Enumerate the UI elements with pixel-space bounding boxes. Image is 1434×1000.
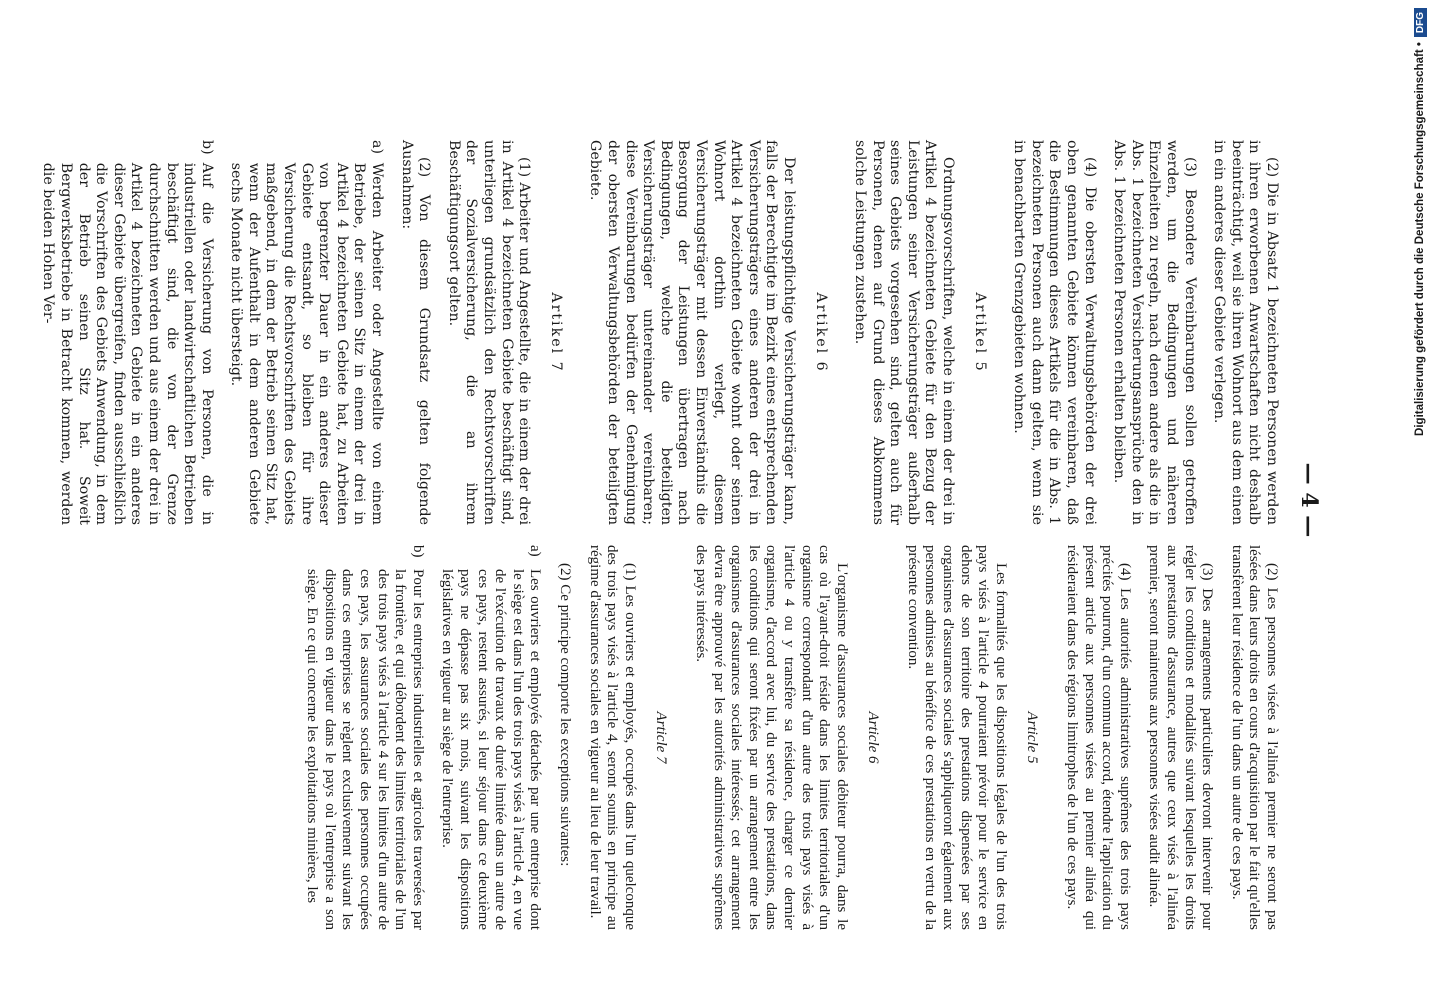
french-exception-b — [303, 545, 426, 930]
german-article7-para2: (2) Von diesem Grundsatz gelten folgende Ausnahmen: — [398, 140, 433, 525]
french-article5-heading: Article 5 — [1024, 711, 1041, 764]
german-exception-b — [39, 140, 215, 525]
german-article5-heading: Artikel 5 — [971, 292, 988, 373]
german-art4-para2: (2) Die in Absatz 1 bezeichneten Personen werden in ihren erworbenen Anwartschaften nicht deshalb beeinträchtigt, weil sie ihren Wohnort aus dem einen in ein anderes dieser Gebiete verlegen. — [1211, 140, 1280, 525]
french-column — [291, 545, 1280, 930]
french-exception-b-label: b) — [409, 545, 426, 558]
french-art4-para4: (4) Les autorités administratives suprêmes des trois pays précités pourront, d'un commun accord, étendre l'application du présent article aux personnes visées au premier alinéa qui résideraient dans des régions limitrophes de l'un de ces pays. — [1064, 545, 1133, 930]
dfg-notice-text: Digitalisierung gefördert durch die Deutsche Forschungsgemeinschaft • — [1414, 42, 1426, 436]
german-exception-a — [227, 140, 385, 525]
french-exception-a-text: Les ouvriers et employés détachés par une entreprise dont le siège est dans l'un des trois pays visés à l'article 4, en vue de l'exécution de travaux de durée limitée dans un autre de ces pays, restent assurés, si leur séjour dans ce deuxième pays ne dépasse pas six mois, suivant les dispositions législatives en vigueur au siège de l'entreprise. — [439, 569, 544, 930]
french-exception-a — [438, 545, 544, 930]
german-exception-a-label: a) — [369, 140, 386, 154]
french-article7-para2: (2) Ce principe comporte les exceptions suivantes: — [557, 563, 573, 867]
german-exception-a-text: Werden Arbeiter oder Angestellte von einem Betriebe, der seinen Sitz in einem der drei in Artikel 4 bezeichneten Gebiete hat, zu Arbeiten von begrenzter Dauer in ein anderes dieser Gebiete entsandt, so bleiben für ihre Versicherung die Rechtsvorschriften des Gebiets maßgebend, in dem der Betrieb seinen Sitz hat, wenn der Aufenthalt in dem anderen Gebiete sechs Monate nicht übersteigt. — [228, 162, 386, 525]
french-exception-b-text: Pour les entreprises industrielles et agricoles traversées par la frontière, et qui débordent des limites territoriales de l'un des trois pays visés à l'article 4 sur les limites d'un autre de ces pays, les assurances sociales des personnes occupées dans ces entreprises se règlent exclusivement suivant les dispositions en vigueur dans le pays où l'entreprise a son siège. En ce qui concerne les exploitations minières, les — [304, 569, 426, 930]
french-article6-heading: Article 6 — [865, 711, 882, 764]
page-number: — 4 — — [1296, 462, 1322, 538]
german-art4-para4: (4) Die obersten Verwaltungsbehörden der drei oben genannten Gebiete können vereinbaren, daß die Bestimmungen dieses Artikels für die in Abs. 1 bezeichneten Personen auch dann gelten, wenn sie in benachbarten Grenzgebieten wohnen. — [1011, 140, 1098, 525]
french-art4-para2: (2) Les personnes visées à l'alinéa premier ne seront pas lésées dans leurs droits en cours d'acquisition par le fait qu'elles transfèrent leur résidence de l'un dans un autre de ces pays. — [1228, 545, 1280, 930]
german-exception-b-text: Auf die Versicherung von Personen, die in industriellen oder landwirtschaftlichen Betrieben beschäftigt sind, die von der Grenze durchschnitten werden und aus einem der drei in Artikel 4 bezeichneten Gebiete in ein anderes dieser Gebiete übergreifen, finden ausschließlich die Vorschriften des Gebiets Anwendung, in dem der Betrieb seinen Sitz hat. Soweit Bergwerksbetriebe in Betracht kommen, werden die beiden Hohen Ver- — [40, 162, 215, 525]
german-column — [27, 140, 1280, 525]
german-art4-para3: (3) Besondere Vereinbarungen sollen getroffen werden, um die Bedingungen und näheren Einzelheiten zu regeln, nach denen andere als die in Abs. 1 bezeichneten Versicherungsansprüche den in Abs. 1 bezeichneten Personen erhalten bleiben. — [1111, 140, 1198, 525]
german-exception-b-label: b) — [198, 140, 215, 155]
german-article6-text: Der leistungspflichtige Versicherungsträger kann, falls der Berechtigte im Bezirk eines entsprechenden Versicherungsträgers eines anderen der drei in Artikel 4 bezeichneten Gebiete wohnt oder seinen Wohnort dorthin verlegt, diesem Versicherungsträger mit dessen Einverständnis die Besorgung der Leistungen übertragen nach Bedingungen, welche die beteiligten Versicherungsträger untereinander vereinbaren; diese Vereinbarungen bedürfen der Genehmigung der obersten Verwaltungsbehörden der beteiligten Gebiete. — [587, 140, 797, 525]
german-article5-text: Ordnungsvorschriften, welche in einem der drei in Artikel 4 bezeichneten Gebiete für den Bezug der Leistungen seiner Versicherungsträger außerhalb seines Gebiets vorgesehen sind, gelten auch für Personen, denen auf Grund dieses Abkommens solche Leistungen zustehen. — [852, 140, 957, 525]
german-article7-heading: Artikel 7 — [547, 292, 564, 373]
french-article7-para1: (1) Les ouvriers et employés, occupés dans l'un quelconque des trois pays visés à l'article 4, seront soumis en principe au régime d'assurances sociales en vigueur au lieu de leur travail. — [586, 545, 638, 930]
french-exception-a-label: a) — [527, 545, 544, 557]
french-article7-heading: Article 7 — [653, 711, 670, 764]
dfg-notice-line — [1407, 8, 1433, 992]
french-article5-text: Les formalités que les dispositions légales de l'un des trois pays visés à l'article 4 pourraient prévoir pour le service en dehors de son territoire des prestations dispensées par ses organismes d'assurances sociales s'appliqueront également aux personnes admises au bénéfice de ces prestations en vertu de la présente convention. — [904, 545, 1009, 930]
dfg-logo: DFG — [1414, 8, 1427, 37]
french-art4-para3: (3) Des arrangements particuliers devront intervenir pour régler les conditions et modalités suivant lesquelles les droits aux prestations d'assurance, autres que ceux visés à l'alinéa premier, seront maintenus aux personnes visées audit alinéa. — [1146, 545, 1216, 930]
german-article6-heading: Artikel 6 — [812, 292, 829, 373]
german-article7-para1: (1) Arbeiter und Angestellte, die in einem der drei in Artikel 4 bezeichneten Gebiete beschäftigt sind, unterliegen grundsätzlich den Rechtsvorschriften der Sozialversicherung, die an ihrem Beschäftigungsort gelten. — [445, 140, 533, 525]
french-article6-text: L'organisme d'assurances sociales débiteur pourra, dans le cas où l'ayant-droit réside dans les limites territoriales d'un organisme correspondant d'un autre des trois pays visés à l'article 4 ou y transfère sa résidence, charger ce dernier organisme, d'accord avec lui, du service des prestations, dans les conditions qui seront fixées par un arrangement entre les organismes d'assurances sociales intéressés; cet arrangement devra être approuvé par les autorités administratives suprêmes des pays intéressés. — [692, 545, 850, 930]
dfg-funding-notice — [1407, 8, 1433, 992]
